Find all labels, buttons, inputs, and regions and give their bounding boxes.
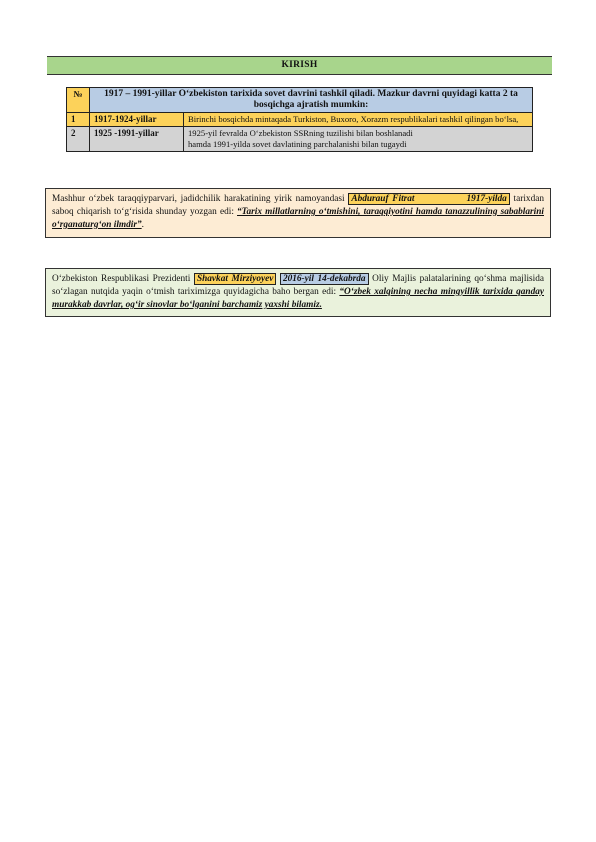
section-heading-kirish: KIRISH [47,56,552,75]
row-description: Birinchi bosqichda mintaqada Turkiston, Buxoro, Xorazm respublikalari tashkil qilingan bo‘lsa, [184,113,533,127]
president-quote: “O‘zbek xalqining necha mingyillik tarixida qanday murakkab davrlar, og‘ir sinovlar bo‘lganini barchamiz yaxshi bilamiz. [52,287,544,310]
president-middle-text: Oliy Majlis palatalarining qo‘shma majlisida so‘zlagan nutqida yaqin o‘tmish tariximizga quyidagicha baho bergan edi: [52,274,545,297]
table-row [67,127,533,152]
table-header-description: 1917 – 1991-yillar O‘zbekiston tarixida sovet davrini tashkil qiladi. Mazkur davrni quyidagi katta 2 ta bosqichga ajratish mumkin: [90,88,533,113]
fitrat-end: . [141,220,144,230]
fitrat-quote: “Tarix millatlarning o‘tmishini, taraqqiyotini hamda tanazzulining sabablarini o‘rganaturg‘on ilmdir” [52,207,544,230]
soviet-period-table [66,87,533,152]
fitrat-middle-text: tarixdan saboq chiqarish to‘g‘risida shunday yozgan edi: [52,194,544,217]
row-number: 1 [67,113,90,127]
row-description [184,127,533,152]
row-description-line-2: hamda 1991-yilda sovet davlatining parchalanishi bilan tugaydi [188,139,407,149]
table-row [67,113,533,127]
row-number: 2 [67,127,90,152]
president-intro-text: O‘zbekiston Respublikasi Prezidenti [52,274,194,284]
president-name-highlight: Shavkat Mirziyoyev [194,273,276,285]
president-quote-box [45,268,551,317]
speech-date-highlight: 2016-yil 14-dekabrda [280,273,369,285]
fitrat-name: Abdurauf Fitrat [351,194,415,204]
row-years: 1917-1924-yillar [90,113,184,127]
fitrat-quote-box [45,188,551,238]
table-header-row [67,88,533,113]
fitrat-intro-text: Mashhur o‘zbek taraqqiyparvari, jadidchilik harakatining yirik namoyandasi [52,194,349,204]
row-years: 1925 -1991-yillar [90,127,184,152]
fitrat-name-highlight [348,193,509,205]
fitrat-year: 1917-yilda [466,194,507,204]
row-description-line-1: 1925-yil fevralda O‘zbekiston SSRning tuzilishi bilan boshlanadi [188,128,413,138]
table-header-number: № [67,88,90,113]
